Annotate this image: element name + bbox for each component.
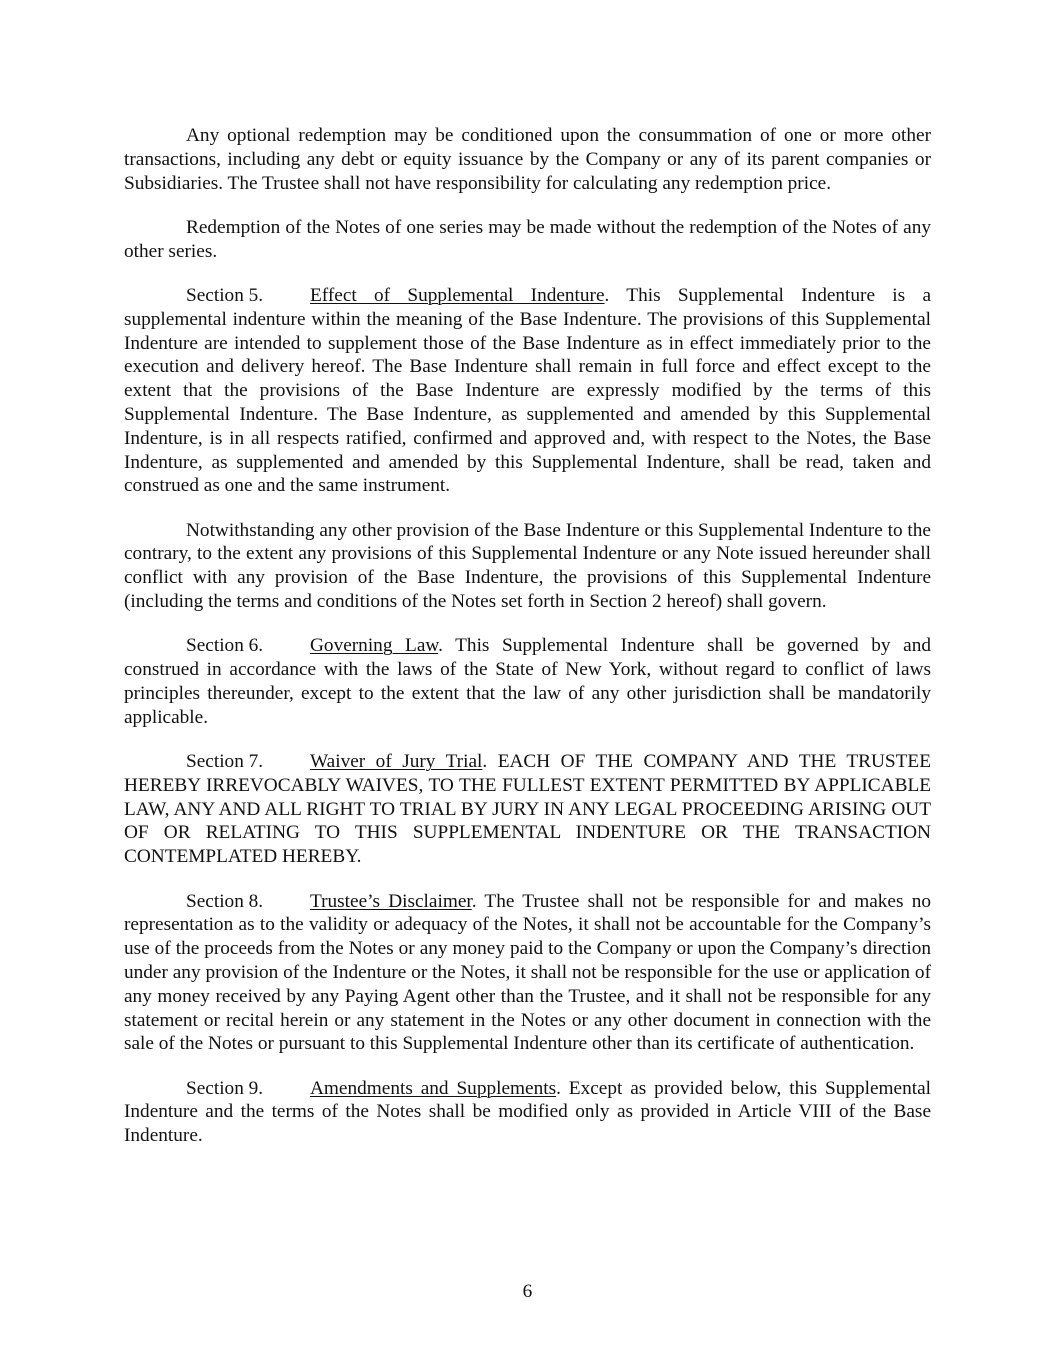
- section-8: [124, 890, 931, 1057]
- page-number: 6: [522, 1281, 533, 1302]
- section-9: [124, 1077, 931, 1148]
- paragraph-notwithstanding: Notwithstanding any other provision of the Base Indenture or this Supplemental Indenture to the contrary, to the extent any provisions of this Supplemental Indenture or any Note issued hereunder shall conflict with any provision of the Base Indenture, the provisions of this Supplemental Indenture (including the terms and conditions of the Notes set forth in Section 2 hereof) shall govern.: [124, 519, 931, 613]
- section-5-title: Effect of Supplemental Indenture: [310, 284, 605, 306]
- section-6-title: Governing Law: [310, 635, 439, 657]
- section-5-number: Section 5.: [186, 284, 264, 306]
- section-8-body: . The Trustee shall not be responsible for and makes no representation as to the validity or adequacy of the Notes, it shall not be accountable for the Company’s use of the proceeds from the Notes or any money paid to the Company or upon the Company’s direction under any provision of the Indenture or the Notes, it shall not be responsible for the use or application of any money received by any Paying Agent other than the Trustee, and it shall not be responsible for any statement or recital herein or any statement in the Notes or any other document in connection with the sale of the Notes or pursuant to this Supplemental Indenture other than its certificate of authentication.: [124, 890, 931, 1055]
- section-9-title: Amendments and Supplements: [310, 1077, 557, 1099]
- section-7-body: . EACH OF THE COMPANY AND THE TRUSTEE HEREBY IRREVOCABLY WAIVES, TO THE FULLEST EXTENT PERMITTED BY APPLICABLE LAW, ANY AND ALL RIGHT TO TRIAL BY JURY IN ANY LEGAL PROCEEDING ARISING OUT OF OR RELATING TO THIS SUPPLEMENTAL INDENTURE OR THE TRANSACTION CONTEMPLATED HEREBY.: [124, 751, 931, 868]
- section-8-title: Trustee’s Disclaimer: [310, 890, 472, 912]
- section-9-body: . Except as provided below, this Supplemental Indenture and the terms of the Notes shall be modified only as provided in Article VIII of the Base Indenture.: [124, 1077, 931, 1147]
- section-5: [124, 284, 931, 498]
- paragraph-optional-redemption: Any optional redemption may be conditioned upon the consummation of one or more other transactions, including any debt or equity issuance by the Company or any of its parent companies or Subsidiaries. The Trustee shall not have responsibility for calculating any redemption price.: [124, 125, 931, 194]
- section-9-number: Section 9.: [186, 1077, 264, 1099]
- section-8-number: Section 8.: [186, 890, 264, 912]
- paragraph-redemption-series: Redemption of the Notes of one series may be made without the redemption of the Notes of any other series.: [124, 216, 931, 262]
- section-7-title: Waiver of Jury Trial: [310, 751, 483, 773]
- section-6: [124, 634, 931, 729]
- section-6-body: . This Supplemental Indenture shall be governed by and construed in accordance with the laws of the State of New York, without regard to conflict of laws principles thereunder, except to the extent that the law of any other jurisdiction shall be mandatorily applicable.: [124, 635, 931, 728]
- document-page: [124, 124, 931, 1168]
- section-7-number: Section 7.: [186, 751, 264, 773]
- section-5-body: . This Supplemental Indenture is a supplemental indenture within the meaning of the Base Indenture. The provisions of this Supplemental Indenture are intended to supplement those of the Base Indenture as in effect immediately prior to the execution and delivery hereof. The Base Indenture shall remain in full force and effect except to the extent that the provisions of the Base Indenture are expressly modified by the terms of this Supplemental Indenture. The Base Indenture, as supplemented and amended by this Supplemental Indenture, is in all respects ratified, confirmed and approved and, with respect to the Notes, the Base Indenture, as supplemented and amended by this Supplemental Indenture, shall be read, taken and construed as one and the same instrument.: [124, 284, 931, 497]
- section-7: [124, 750, 931, 869]
- section-6-number: Section 6.: [186, 635, 264, 657]
